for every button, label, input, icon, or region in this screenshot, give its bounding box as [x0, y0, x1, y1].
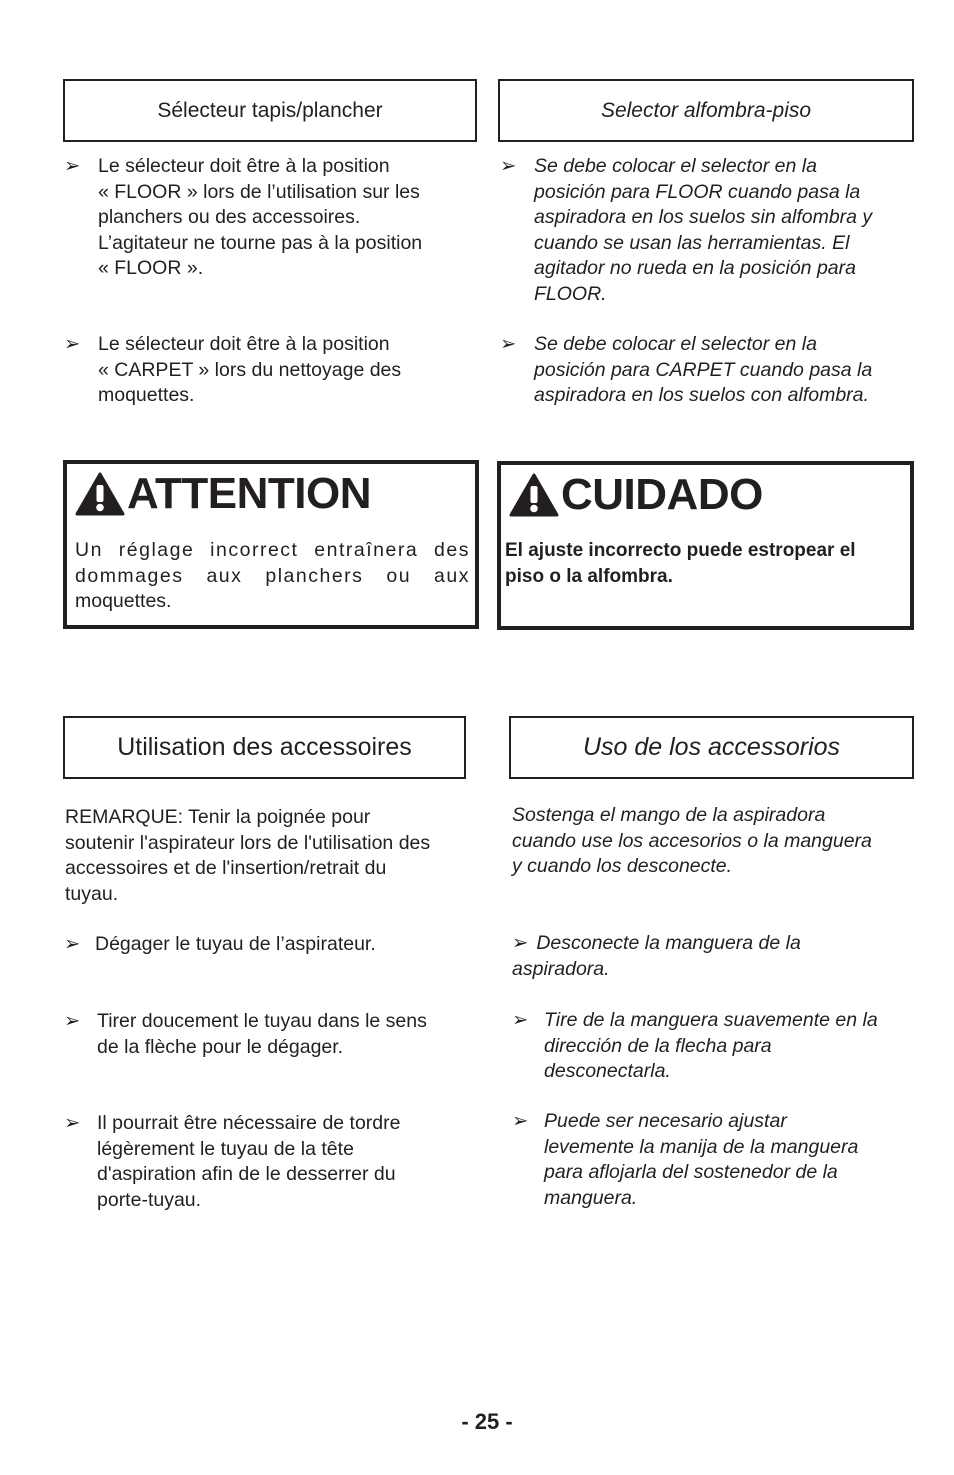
- accessories-heading-es: [509, 716, 914, 779]
- line: aspiradora en los suelos sin alfombra y: [534, 206, 873, 228]
- accessories-fr-item-3: [64, 1111, 484, 1213]
- line: para aflojarla del sostenedor de la: [544, 1161, 838, 1183]
- line: légèrement le tuyau de la tête: [97, 1137, 354, 1160]
- line: de la flèche pour le dégager.: [97, 1035, 344, 1058]
- line: moquettes.: [98, 384, 195, 406]
- accessories-fr-item-1: [64, 932, 484, 958]
- line: tuyau.: [65, 882, 119, 905]
- selector-fr-item-1: [64, 154, 484, 282]
- warning-text-es: [505, 538, 910, 589]
- line: piso o la alfombra.: [505, 565, 673, 587]
- warning-title-es: CUIDADO: [561, 470, 763, 519]
- line: manguera.: [544, 1186, 638, 1209]
- line: d'aspiration afin de le desserrer du: [97, 1163, 396, 1185]
- line: posición para FLOOR cuando pasa la: [534, 180, 861, 203]
- warning-header-es: [509, 470, 763, 519]
- line: agitador no rueda en la posición para: [534, 257, 856, 279]
- line: REMARQUE: Tenir la poignée pour: [65, 806, 371, 828]
- bullet-arrow-icon: ➢: [512, 1110, 529, 1132]
- warning-triangle-icon: [75, 472, 125, 516]
- warning-box-es: [497, 461, 914, 630]
- line: Se debe colocar el selector en la: [534, 333, 817, 355]
- line: Sostenga el mango de la aspiradora: [512, 804, 826, 826]
- line: Dégager le tuyau de l’aspirateur.: [95, 933, 376, 955]
- line: Tire de la manguera suavemente en la: [544, 1009, 878, 1031]
- page-number: - 25 -: [461, 1409, 513, 1434]
- line: dirección de la flecha para: [544, 1034, 772, 1057]
- selector-heading-fr: [63, 79, 477, 142]
- line: planchers ou des accessoires.: [98, 206, 361, 228]
- line: Le sélecteur doit être à la position: [98, 155, 390, 177]
- line: Le sélecteur doit être à la position: [98, 333, 390, 355]
- bullet-arrow-icon: ➢: [500, 155, 517, 177]
- accessories-es-item-2: [512, 1008, 932, 1085]
- line: FLOOR.: [534, 282, 607, 305]
- line: moquettes.: [75, 590, 172, 612]
- bullet-arrow-icon: ➢: [64, 1112, 81, 1134]
- accessories-note-fr: [65, 805, 485, 907]
- line: Tirer doucement le tuyau dans le sens: [97, 1010, 427, 1032]
- bullet-arrow-icon: ➢: [64, 155, 81, 177]
- bullet-arrow-icon: ➢: [64, 1010, 81, 1032]
- selector-heading-es: [498, 79, 914, 142]
- line: Puede ser necesario ajustar: [544, 1110, 787, 1132]
- line: accessoires et de l'insertion/retrait du: [65, 857, 387, 879]
- accessories-heading-es-text: Uso de los accessorios: [582, 733, 841, 761]
- line: porte-tuyau.: [97, 1188, 202, 1211]
- accessories-heading-fr-text: Utilisation des accessoires: [117, 733, 412, 761]
- line: dommages aux planchers ou aux: [75, 564, 470, 587]
- line: cuando se usan las herramientas. El: [534, 231, 850, 254]
- selector-heading-es-text: Selector alfombra-piso: [600, 98, 812, 122]
- line: desconectarla.: [544, 1060, 671, 1082]
- bullet-arrow-icon: ➢: [64, 333, 81, 355]
- line: « FLOOR » lors de l’utilisation sur les: [98, 180, 420, 203]
- line: soutenir l'aspirateur lors de l'utilisation des: [65, 831, 431, 854]
- warning-title-fr: ATTENTION: [127, 469, 371, 518]
- line: y cuando los desconecte.: [512, 855, 733, 877]
- selector-fr-item-2: [64, 332, 484, 409]
- line: Un réglage incorrect entraînera des: [75, 539, 470, 561]
- bullet-arrow-icon: ➢: [64, 933, 81, 955]
- accessories-note-es: [512, 803, 932, 880]
- accessories-es-item-1: [512, 931, 932, 982]
- line: Desconecte la manguera de la: [536, 932, 801, 954]
- selector-heading-fr-text: Sélecteur tapis/plancher: [157, 98, 383, 122]
- selector-es-item-1: [500, 154, 930, 307]
- selector-es-item-2: [500, 332, 930, 409]
- accessories-es-item-3: [512, 1109, 932, 1211]
- warning-text-fr: [75, 538, 470, 615]
- line: « FLOOR ».: [98, 257, 204, 279]
- line: posición para CARPET cuando pasa la: [534, 358, 873, 381]
- line: cuando use los accesorios o la manguera: [512, 829, 872, 852]
- warning-box-fr: [63, 460, 479, 629]
- bullet-arrow-icon: ➢: [512, 932, 529, 954]
- bullet-arrow-icon: ➢: [512, 1009, 529, 1031]
- line: El ajuste incorrecto puede estropear el: [505, 540, 856, 561]
- line: levemente la manija de la manguera: [544, 1135, 859, 1158]
- line: Se debe colocar el selector en la: [534, 155, 817, 177]
- line: aspiradora en los suelos con alfombra.: [534, 384, 869, 406]
- warning-triangle-icon: [509, 473, 559, 517]
- line: aspiradora.: [512, 957, 610, 980]
- accessories-fr-item-2: [64, 1009, 484, 1060]
- warning-header-fr: [75, 469, 371, 518]
- bullet-arrow-icon: ➢: [500, 333, 517, 355]
- line: L’agitateur ne tourne pas à la position: [98, 231, 423, 254]
- line: « CARPET » lors du nettoyage des: [98, 358, 402, 381]
- accessories-heading-fr: [63, 716, 466, 779]
- line: Il pourrait être nécessaire de tordre: [97, 1112, 401, 1134]
